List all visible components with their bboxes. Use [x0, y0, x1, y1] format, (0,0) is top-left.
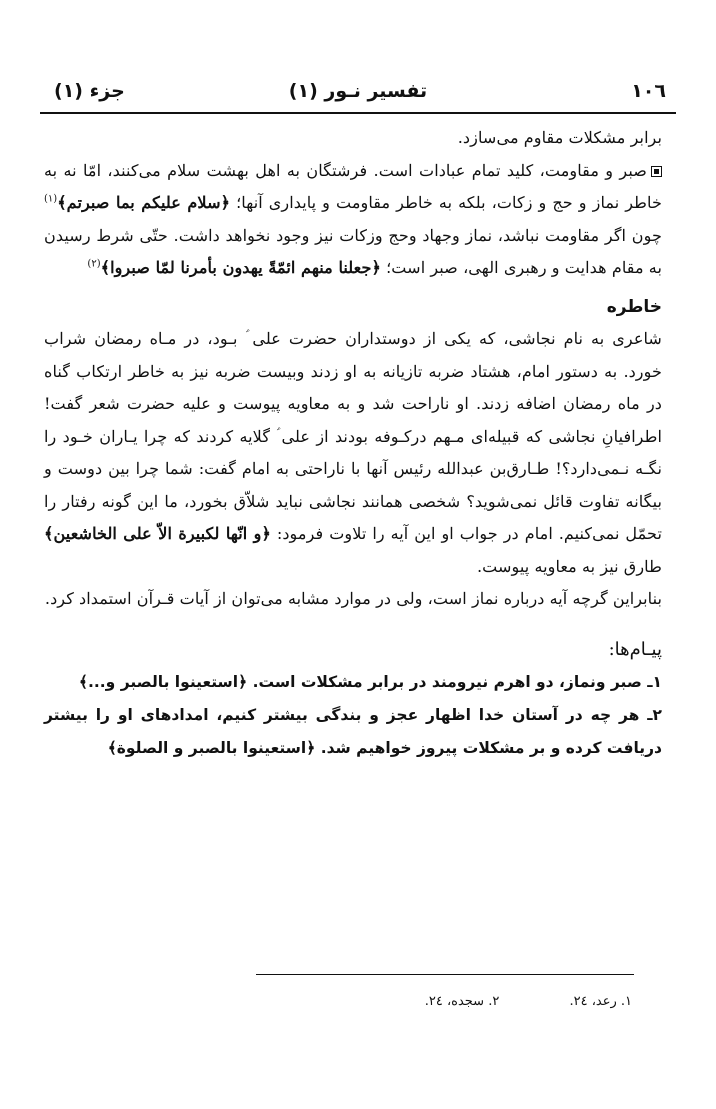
paragraph-text: صبر و مقاومت، کلید تمام عبادات است. فرشتگان به اهل بهشت سلام می‌کنند، امّا نه به خاطر نماز و حج و زکات، بلکه به خاطر مقاومت و پایداری آنها؛: [44, 160, 662, 212]
part-label: جزء (۱): [54, 80, 125, 102]
paragraph-conclusion: بنابراین گرچه آیه درباره نماز است، ولی در موارد مشابه می‌توان از آیات قـرآن استمداد کرد.: [44, 589, 662, 608]
paragraph-text: چون اگر مقاومت نباشد، نماز وجهاد وحج وزکات نیز وجود نخواهد داشت. حتّی شرط رسیدن به مقام هدایت و رهبری الهی، صبر است؛: [44, 225, 663, 277]
footnote-1: ۱. رعد، ۲٤.: [569, 994, 632, 1009]
paragraph-text: طارق نیز به معاویه پیوست.: [476, 556, 662, 576]
message-item: ۲ـ هر چه در آستان خدا اظهار عجز و بندگی بیشتر کنیم، امدادهای او را بیشتر دریافت کرده و بر مشکلات پیروز خواهیم شد. ﴿استعینوا بالصبر و الصلوة﴾: [44, 706, 662, 757]
section-heading-memory: خاطره: [606, 296, 662, 317]
page-header: [40, 78, 676, 114]
footnote-2: ۲. سجده، ۲٤.: [424, 994, 500, 1009]
message-item: ۱ـ صبر ونماز، دو اهرم نیرومند در برابر مشکلات است. ﴿استعینوا بالصبر و...﴾: [78, 673, 662, 691]
paragraph-intro: برابر مشکلات مقاوم می‌سازد.: [457, 128, 662, 147]
paragraph-story: [44, 323, 662, 583]
book-title: تفسیر نـور (۱): [288, 80, 428, 102]
footnote-divider: [256, 974, 634, 975]
page-number: ۱۰٦: [631, 80, 666, 102]
page-body: [44, 122, 662, 765]
square-bullet-icon: [651, 166, 662, 177]
quran-quote: ﴿سلام علیکم بما صبرتم﴾: [57, 193, 231, 212]
paragraph-text: شاعری به نام نجاشی، که یکی از دوستداران حضرت علی ؑ بـود، در مـاه رمضان شراب خورد. به دستور امام، هشتاد ضربه تازیانه به او زدند وبیست ضربه نیز به خاطر ارتکاب گناه در ماه رمضان اضافه زدند. او ناراحت شد و به معاویه پیوست و علیه حضرت شعر گفت! اطرافیانِ نجاشی که قبیله‌ای مـهم درکـوفه بودند از علی ؑ گلایه کردند که چرا یـاران خـود را نگـه نـمی‌دارد؟! طـارق‌بن عبدالله رئیس آنها با ناراحتی به امام گفت: شما چرا بین دوست و بیگانه تفاوت قائل نمی‌شوید؟ شخصی همانند نجاشی نباید شلاّق بخورد، ما این گونه رفتار را تحمّل نمی‌کنیم. امام در جواب او این آیه را تلاوت فرمود:: [44, 329, 662, 543]
footnotes: [300, 994, 632, 1009]
quran-quote: ﴿و انّها لکبیرة الاّ علی الخاشعین﴾: [44, 524, 271, 543]
section-heading-messages: پیـام‌ها:: [608, 638, 662, 660]
footnote-ref: (۲): [87, 258, 101, 270]
footnote-ref: (۱): [44, 193, 58, 205]
quran-quote: ﴿جعلنا منهم ائمّةً یهدون بأمرنا لمّا صبروا﴾: [100, 258, 381, 277]
paragraph-patience: [44, 155, 662, 285]
